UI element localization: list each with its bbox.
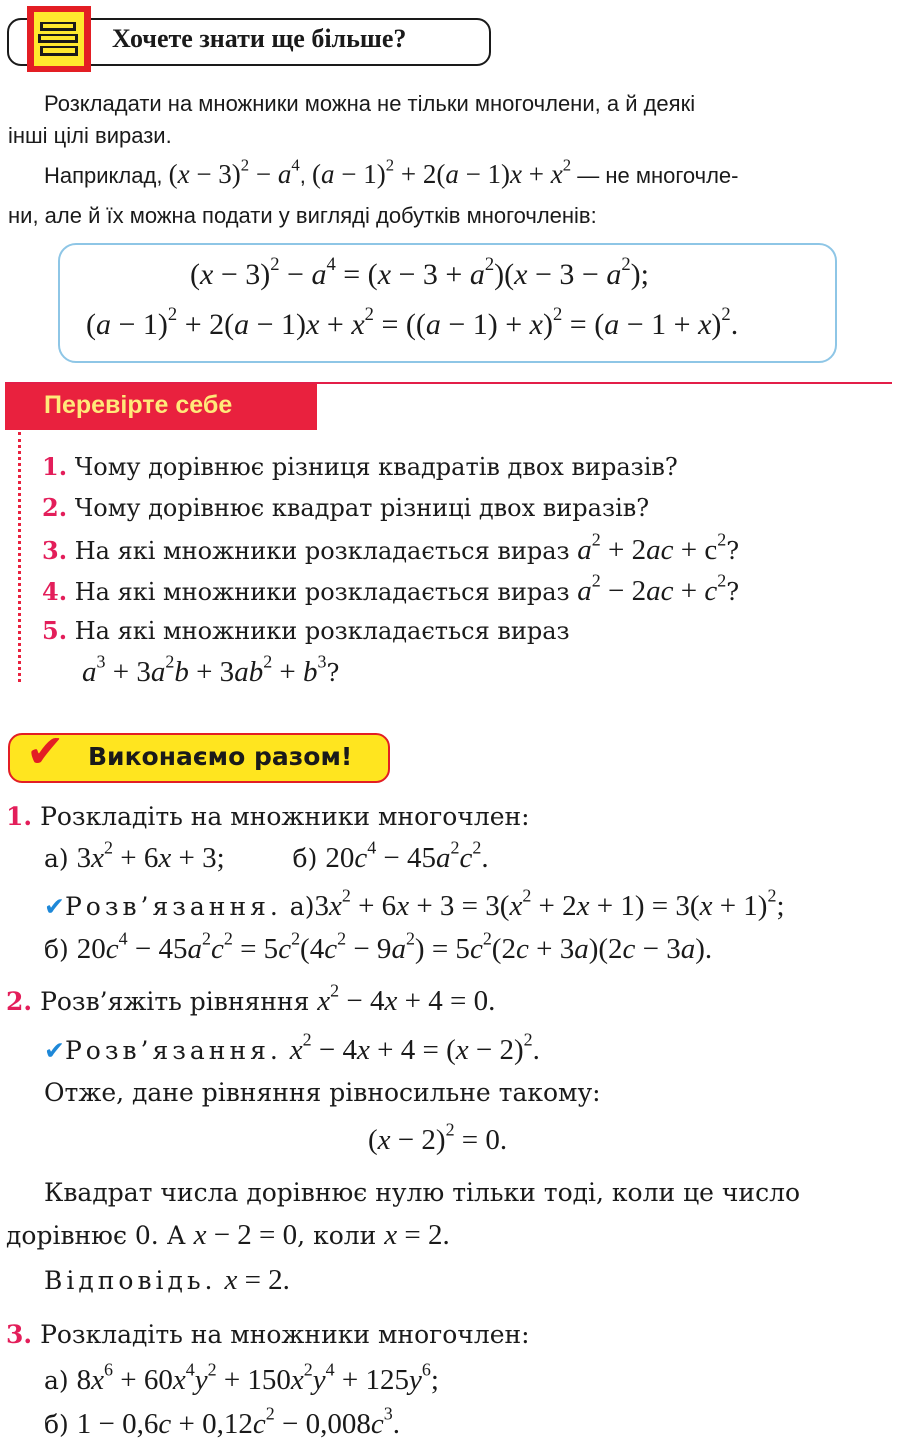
intro-line-4: ни, але й їх можна подати у вигляді добутків многочленів: [8, 203, 597, 228]
question-5-expression: $a^3 + 3a^2b + 3ab^2 + b^3$? [82, 651, 340, 688]
problem-3-item-b: б) $1 - 0,6c + 0,12c^2 - 0,008c^3$. [44, 1403, 400, 1440]
problem-1-solution-a: ✔Розв’язання. $а)3x^2 + 6x + 3 = 3(x^2 + 2x + 1) = 3(x + 1)^2$; [44, 885, 785, 922]
problem-2: 2. Розв’яжіть рівняння $x^2 - 4x + 4 = 0$. [6, 980, 496, 1017]
tick-icon: ✔ [44, 1036, 65, 1065]
tick-icon: ✔ [44, 892, 65, 921]
do-together-title: Виконаємо разом! [88, 742, 353, 771]
problem-2-answer: Відповідь. x = 2. [44, 1264, 290, 1296]
check-yourself-title: Перевірте себе [44, 391, 233, 419]
dotted-margin-line [18, 432, 21, 682]
problem-2-equation: $(x - 2)^2 = 0$. [368, 1119, 508, 1156]
question-3: 3. На які множники розкладається вираз $a^2 + 2ac + c^2$? [42, 529, 740, 566]
problem-2-reason-2: дорівнює 0. А x − 2 = 0, коли x = 2. [6, 1219, 450, 1251]
question-1: 1. Чому дорівнює різниця квадратів двох виразів? [42, 452, 678, 481]
question-2: 2. Чому дорівнює квадрат різниці двох виразів? [42, 493, 650, 522]
header-title: Хочете знати ще більше? [112, 24, 407, 53]
formula-line-2: $(a - 1)^2 + 2(a - 1)x + x^2 = ((a - 1) + x)^2 = (a - 1 + x)^2$. [86, 304, 739, 341]
question-4: 4. На які множники розкладається вираз $a^2 - 2ac + c^2$? [42, 570, 740, 607]
books-icon [34, 12, 84, 66]
intro-line-2: інші цілі вирази. [8, 123, 172, 148]
problem-1: 1. Розкладіть на множники многочлен: [6, 802, 530, 831]
checkmark-icon: ✔ [26, 724, 65, 778]
problem-1-solution-b: б) $20c^4 - 45a^2c^2 = 5c^2(4c^2 - 9a^2) = 5c^2(2c + 3a)(2c - 3a)$. [44, 928, 713, 965]
intro-line-1: Розкладати на множники можна не тільки многочлени, а й деякі [44, 91, 696, 116]
problem-3-item-a: а) $8x^6 + 60x^4y^2 + 150x^2y^4 + 125y^6$; [44, 1359, 439, 1396]
question-5: 5. На які множники розкладається вираз [42, 616, 570, 645]
intro-example-line: Наприклад, $(x - 3)^2 - a^4$, $(a - 1)^2 + 2(a - 1)x + x^2$ — не многочле- [44, 155, 739, 189]
problem-2-reason-1: Квадрат числа дорівнює нулю тільки тоді, коли це число [44, 1178, 801, 1207]
problem-2-solution: ✔Розв’язання. $x^2 - 4x + 4 = (x - 2)^2$. [44, 1029, 540, 1066]
problem-3: 3. Розкладіть на множники многочлен: [6, 1320, 530, 1349]
formula-line-1: $(x - 3)^2 - a^4 = (x - 3 + a^2)(x - 3 - a^2)$; [190, 254, 649, 291]
problem-2-equiv: Отже, дане рівняння рівносильне такому: [44, 1078, 601, 1107]
problem-1-items: а) $3x^2 + 6x + 3$; б) $20c^4 - 45a^2c^2$. [44, 837, 489, 874]
